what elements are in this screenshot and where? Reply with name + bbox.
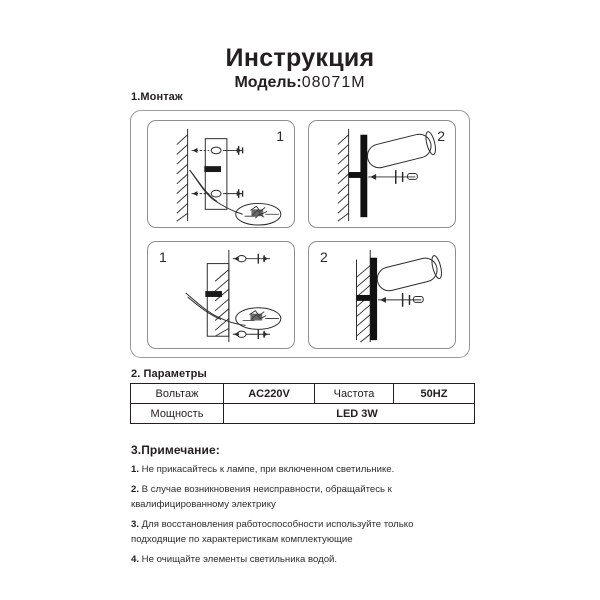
note-number: 3.	[131, 518, 140, 530]
diagram-panel-2	[308, 120, 456, 228]
model-label: Модель:	[234, 74, 302, 91]
diagram-panel-1	[147, 120, 295, 228]
section-heading-parameters: 2. Параметры	[131, 368, 207, 380]
section-heading-mounting: 1.Монтаж	[131, 91, 183, 103]
cell-power-label: Мощность	[131, 404, 224, 424]
parameters-table	[130, 383, 475, 424]
panel-number: 1	[159, 249, 167, 265]
list-item	[131, 482, 467, 513]
table-row	[131, 404, 475, 424]
note-text: В случае возникновения неисправности, обращайтесь к квалифицированному электрику	[131, 483, 392, 510]
cell-frequency-label: Частота	[315, 384, 394, 404]
list-item	[131, 552, 467, 568]
cell-frequency-value: 50HZ	[394, 384, 475, 404]
note-number: 4.	[131, 553, 140, 565]
notes-list	[131, 462, 467, 571]
note-number: 1.	[131, 464, 140, 475]
note-text: Для восстановления работоспособности используйте только подходящие по характеристикам комплектующие	[131, 518, 414, 545]
note-text: Не прикасайтесь к лампе, при включенном светильнике.	[139, 464, 395, 475]
cell-voltage-label: Вольтаж	[131, 384, 224, 404]
panel-number: 1	[276, 128, 284, 144]
table-row	[131, 384, 475, 404]
mounting-diagrams-frame	[130, 110, 470, 358]
diagram-panel-3	[147, 241, 295, 349]
note-text: Не очищайте элементы светильника водой.	[139, 553, 338, 565]
list-item	[131, 517, 467, 548]
section-heading-notes: 3.Примечание:	[131, 443, 220, 457]
cell-power-value: LED 3W	[224, 404, 475, 424]
panel-number: 2	[320, 249, 328, 265]
note-number: 2.	[131, 483, 140, 495]
list-item	[131, 462, 467, 478]
cell-voltage-value: AC220V	[224, 384, 315, 404]
page-title: Инструкция	[225, 44, 375, 72]
model-line	[0, 74, 600, 92]
panel-number: 2	[437, 128, 445, 144]
diagram-panel-4	[308, 241, 456, 349]
model-value: 08071M	[301, 74, 366, 91]
